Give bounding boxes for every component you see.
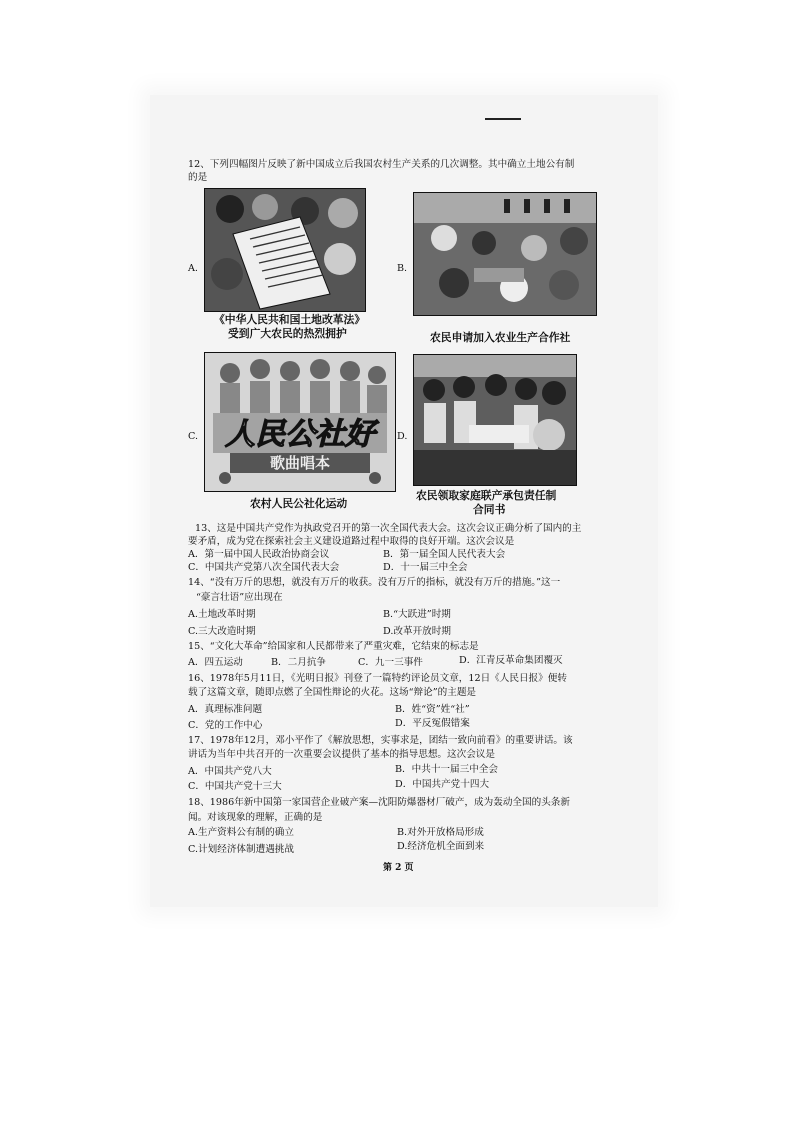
q16-option-b: B．姓“资”姓“社” bbox=[395, 704, 470, 715]
q12-option-c-caption: 农村人民公社化运动 bbox=[250, 497, 348, 510]
q16-stem-line2: 载了这篇文章，随即点燃了全国性辩论的火花。这场“辩论”的主题是 bbox=[188, 687, 477, 698]
q16-option-d: D．平反冤假错案 bbox=[395, 718, 470, 729]
q18-option-a: A.生产资料公有制的确立 bbox=[188, 827, 294, 838]
q14-option-a: A.土地改革时期 bbox=[188, 609, 256, 620]
q16-option-c: C．党的工作中心 bbox=[188, 720, 263, 731]
q15-option-b: B．二月抗争 bbox=[271, 657, 327, 668]
q12-option-d-letter: D. bbox=[397, 431, 408, 442]
q12-option-a-caption-line2: 受到广大农民的热烈拥护 bbox=[228, 327, 347, 340]
q18-stem-line1: 18、1986年新中国第一家国营企业破产案—沈阳防爆器材厂破产，成为轰动全国的头条新 bbox=[188, 797, 570, 808]
q14-option-c: C.三大改造时期 bbox=[188, 626, 256, 637]
q12-option-d-photo bbox=[413, 354, 577, 486]
q12-option-a-photo bbox=[204, 188, 366, 312]
q12-stem-line2: 的是 bbox=[188, 172, 208, 183]
q13-stem-line2: 要矛盾，成为党在探索社会主义建设道路过程中取得的良好开端。这次会议是 bbox=[188, 536, 515, 547]
q18-option-d: D.经济危机全面到来 bbox=[397, 841, 485, 852]
q12-option-c-letter: C. bbox=[188, 431, 199, 442]
q12-option-b-photo bbox=[413, 192, 597, 316]
q14-option-b: B.“大跃进”时期 bbox=[383, 609, 451, 620]
q17-option-a: A．中国共产党八大 bbox=[188, 766, 272, 777]
q12-option-b-letter: B. bbox=[397, 263, 408, 274]
q13-option-a: A．第一届中国人民政治协商会议 bbox=[188, 549, 330, 560]
q18-option-b: B.对外开放格局形成 bbox=[397, 827, 484, 838]
q17-stem-line1: 17、1978年12月，邓小平作了《解放思想，实事求是，团结一致向前看》的重要讲话。该 bbox=[188, 735, 573, 746]
q12-option-b-caption: 农民申请加入农业生产合作社 bbox=[430, 331, 571, 344]
q14-option-d: D.改革开放时期 bbox=[383, 626, 451, 637]
q14-stem-line2: “豪言壮语”应出现在 bbox=[196, 592, 283, 603]
q16-stem-line1: 16、1978年5月11日，《光明日报》刊登了一篇特约评论员文章，12日《人民日报》便转 bbox=[188, 673, 567, 684]
q15-option-c: C．九一三事件 bbox=[358, 657, 423, 668]
q12-option-d-caption-line2: 合同书 bbox=[473, 503, 506, 516]
q13-stem-line1: 13、这是中国共产党作为执政党召开的第一次全国代表大会。这次会议正确分析了国内的主 bbox=[195, 523, 582, 534]
q18-option-c: C.计划经济体制遭遇挑战 bbox=[188, 844, 294, 855]
q14-stem-line1: 14、“没有万斤的思想，就没有万斤的收获。没有万斤的指标，就没有万斤的措施。”这一 bbox=[188, 577, 561, 588]
q16-option-a: A．真理标准问题 bbox=[188, 704, 263, 715]
q13-option-d: D．十一届三中全会 bbox=[383, 562, 468, 573]
q17-stem-line2: 讲话为当年中共召开的一次重要会议提供了基本的指导思想。这次会议是 bbox=[188, 749, 495, 760]
q13-option-b: B．第一届全国人民代表大会 bbox=[383, 549, 506, 560]
page-number: 第 2 页 bbox=[383, 863, 414, 873]
q13-option-c: C．中国共产党第八次全国代表大会 bbox=[188, 562, 340, 573]
q12-option-c-poster bbox=[204, 352, 396, 492]
q12-option-c-poster-subtitle: 歌曲唱本 bbox=[269, 454, 331, 472]
q15-stem: 15、“文化大革命”给国家和人民都带来了严重灾难，它结束的标志是 bbox=[188, 641, 479, 652]
q12-option-d-caption-line1: 农民领取家庭联产承包责任制 bbox=[416, 489, 557, 502]
top-mark bbox=[485, 118, 521, 120]
q12-option-a-letter: A. bbox=[188, 263, 198, 274]
q17-option-c: C．中国共产党十三大 bbox=[188, 781, 282, 792]
q15-option-d: D．江青反革命集团覆灭 bbox=[459, 655, 563, 666]
q18-stem-line2: 闻。对该现象的理解，正确的是 bbox=[188, 812, 323, 823]
q17-option-b: B．中共十一届三中全会 bbox=[395, 764, 498, 775]
q12-option-c-poster-title: 人民公社好 bbox=[225, 417, 375, 452]
q12-option-a-caption-line1: 《中华人民共和国土地改革法》 bbox=[214, 313, 366, 326]
q15-option-a: A．四五运动 bbox=[188, 657, 243, 668]
q17-option-d: D．中国共产党十四大 bbox=[395, 779, 490, 790]
q12-stem-line1: 12、下列四幅图片反映了新中国成立后我国农村生产关系的几次调整。其中确立土地公有制 bbox=[188, 159, 575, 170]
